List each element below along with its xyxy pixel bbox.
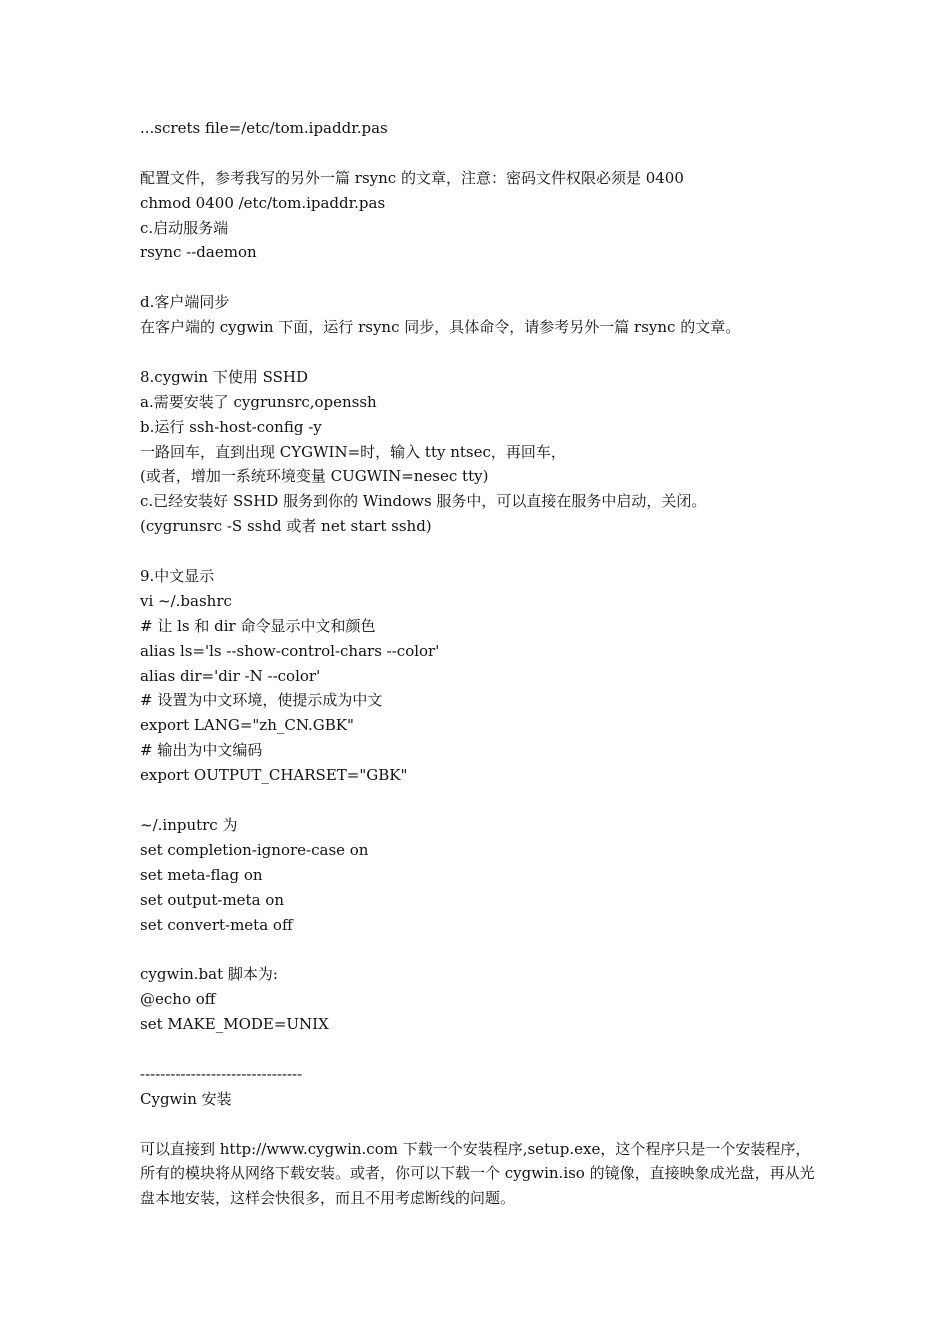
- document-body: [140, 116, 820, 1211]
- section-heading: 8.cygwin 下使用 SSHD: [140, 367, 309, 386]
- text-line: c.已经安装好 SSHD 服务到你的 Windows 服务中，可以直接在服务中启动，关闭。: [140, 492, 707, 511]
- blank-line: [140, 1037, 820, 1062]
- blank-line: [140, 937, 820, 962]
- code-line: @echo off: [140, 990, 216, 1009]
- code-line: vi ~/.bashrc: [140, 591, 232, 610]
- divider-dashes: --------------------------------: [140, 1064, 303, 1083]
- text-line: 一路回车，直到出现 CYGWIN=时，输入 tty ntsec，再回车，: [140, 442, 566, 461]
- text-line: d.客户端同步: [140, 293, 230, 312]
- blank-line: [140, 340, 820, 365]
- code-line: set output-meta on: [140, 890, 284, 909]
- blank-line: [140, 539, 820, 564]
- section-heading: 9.中文显示: [140, 567, 215, 586]
- code-comment: # 设置为中文环境，使提示成为中文: [140, 691, 383, 710]
- code-line: alias dir='dir -N --color': [140, 666, 321, 685]
- text-line: c.启动服务端: [140, 218, 229, 237]
- code-line: export OUTPUT_CHARSET="GBK": [140, 766, 408, 785]
- code-line: export LANG="zh_CN.GBK": [140, 716, 354, 735]
- text-line: ...screts file=/etc/tom.ipaddr.pas: [140, 119, 388, 137]
- code-comment: # 让 ls 和 dir 命令显示中文和颜色: [140, 616, 376, 635]
- text-line: rsync --daemon: [140, 243, 257, 262]
- blank-line: [140, 1112, 820, 1137]
- code-line: set MAKE_MODE=UNIX: [140, 1015, 329, 1034]
- text-line: a.需要安装了 cygrunsrc,openssh: [140, 392, 377, 411]
- text-line: chmod 0400 /etc/tom.ipaddr.pas: [140, 193, 386, 212]
- text-line: ~/.inputrc 为: [140, 815, 238, 834]
- text-line: 在客户端的 cygwin 下面，运行 rsync 同步，具体命令，请参考另外一篇 rsync 的文章。: [140, 318, 741, 337]
- code-line: set convert-meta off: [140, 915, 293, 934]
- text-line: 配置文件，参考我写的另外一篇 rsync 的文章，注意：密码文件权限必须是 0400: [140, 168, 684, 187]
- paragraph: 可以直接到 http://www.cygwin.com 下载一个安装程序,setup.exe，这个程序只是一个安装程序，所有的模块将从网络下载安装。或者，你可以下载一个 cygwin.iso 的镜像，直接映象成光盘，再从光盘本地安装，这样会快很多，而且不用考虑断线的问题。: [140, 1139, 815, 1208]
- blank-line: [140, 141, 820, 166]
- blank-line: [140, 788, 820, 813]
- blank-line: [140, 265, 820, 290]
- code-comment: # 输出为中文编码: [140, 741, 263, 760]
- text-line: (或者，增加一系统环境变量 CUGWIN=nesec tty): [140, 467, 489, 486]
- code-line: set meta-flag on: [140, 865, 263, 884]
- code-line: alias ls='ls --show-control-chars --color': [140, 641, 440, 660]
- text-line: cygwin.bat 脚本为:: [140, 965, 278, 984]
- text-line: (cygrunsrc -S sshd 或者 net start sshd): [140, 517, 432, 536]
- section-heading: Cygwin 安装: [140, 1089, 232, 1108]
- code-line: set completion-ignore-case on: [140, 840, 369, 859]
- text-line: b.运行 ssh-host-config -y: [140, 417, 322, 436]
